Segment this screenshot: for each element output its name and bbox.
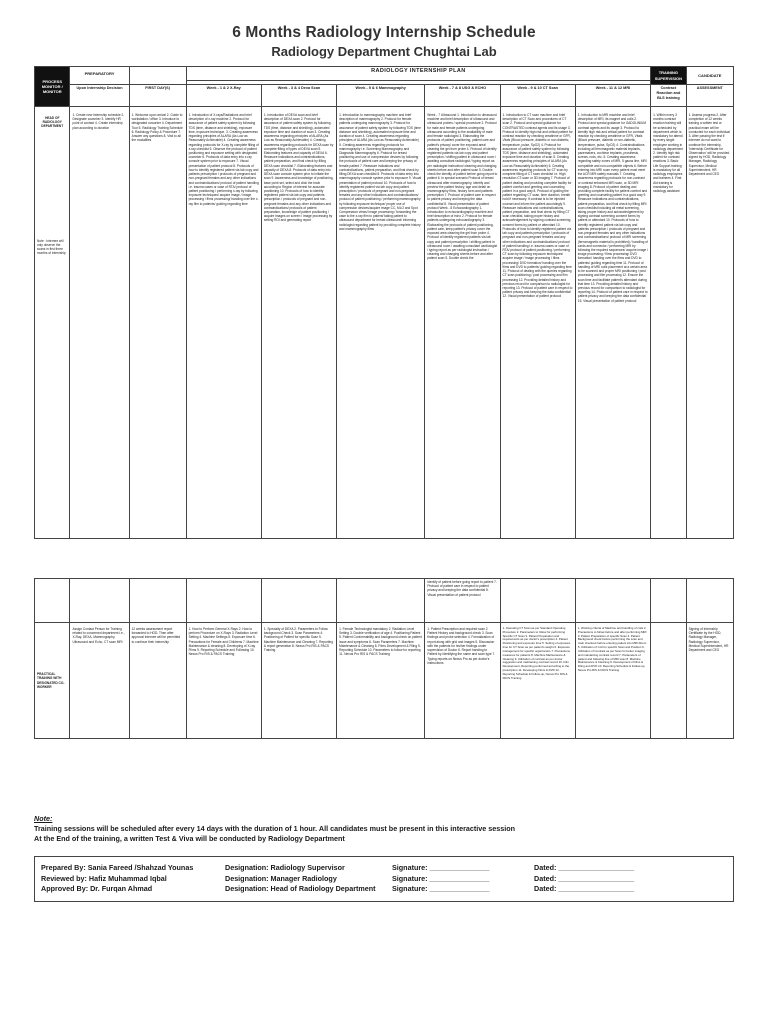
cell-practical-mri: 1. Working criteria of Machine and handling of coils 2. Precautions to follow before and after performing MRI 3. Patient Preparation of specific Scan 4. Patient Background check before performing the scan and main checkout before entering patient into MRI Room 5. Utilization of Coil for specific Scan and Position 6. Utilization of Contrast as per Scan for better imaging and maintaining contrast record 7. Parameters of patient and following line of MRI scan 8. Machine Maintenance & Cleaning 9. Development of films & Filing and DVD 10. Reporting Schedule & Follow-up, Nexus Pro RIS & PACS Training bbox=[575, 623, 650, 739]
cell-weeks-report: 12 weeks assessment report forwarded to HOD. Then after approval internee will be permitted to continue their internship bbox=[129, 623, 186, 739]
approved-signature[interactable]: Signature: _______________ bbox=[392, 884, 490, 893]
col-header-mri: Week - 11 & 12 MRI bbox=[575, 85, 650, 107]
signature-row-reviewed bbox=[41, 874, 727, 885]
reviewed-dated[interactable]: Dated: ___________________ bbox=[534, 873, 635, 883]
cell-decision: 1. Create new internship schedule 2. Designate coworker 3. Identify HR point of contact 4. Create internship plan according to duration bbox=[70, 107, 129, 539]
approved-designation: Designation: Head of Radiology Department bbox=[225, 884, 376, 893]
col-header-ct: Week - 9 & 10 CT Scan bbox=[500, 85, 575, 107]
col-header-dexa: Week - 3 & 4 Dexa Scan bbox=[261, 85, 336, 107]
cell-xray: 1. Introduction of X-rays/Radiations and brief description of x-ray machine 2. Protocol for assurance of patient safety system by following TDS (time, distance and shielding), exposure time, exposure technique. 3. Creating awareness regarding principles of ALARA (As Low as Reasonably Achievable) 4. Creating awareness regarding protocols for X-ray by complete filling of x-ray checklist 5. Observe the protocol of patient positioning and exposure setting with designated coworker 6. Protocols of data entry into x-ray console system prior to exposure 7. Visual presentation of patient protocol 8. Protocols of how to identify registered patient via lab copy and patients prescription / protocols of pregnant and non-pregnant females and any other indications and contraindications/ protocol of patient handling i.e. trauma cases or case of RTA/ protocol of patient positioning / performing x-ray by following exposure techniques/ acquire image / image processing / films processing/ handing over the x-ray film to patients/ guiding regarding time bbox=[186, 107, 261, 539]
signature-block bbox=[34, 856, 734, 902]
cell-contact-person: Assign Contact Person for Training related to concerned department i.e., X-Ray, DEXA, Mammography, Ultrasound and Echo, CT scan MRI bbox=[70, 623, 129, 739]
approved-dated[interactable]: Dated: ___________________ bbox=[534, 884, 635, 893]
note-label: Note: bbox=[34, 814, 53, 823]
cell-practical-xray: 1. How to Perform General X-Rays 2. How to perform Procedure on X-Rays 3. Radiation Level Setting 4. Machine Settings 5. Exposure time 6. Precautions for Female and Childrens 7. Machine Maintenance & cleaning 8. Developing of X-ray Films 9. Reporting Schedule and Following 10. Nexus Pro RIS & PACS Training bbox=[186, 623, 261, 739]
training-supervision-header: TRAINING SUPERVISION bbox=[651, 67, 686, 85]
plan-bar: RADIOLOGY INTERNSHIP PLAN bbox=[186, 67, 651, 81]
prepared-designation: Designation: Radiology Supervisor bbox=[225, 863, 345, 872]
observation-note: Note : Internee will only observe the scans in first three months of internship bbox=[37, 238, 66, 256]
cell-assessment: 1. Assess progress 2. After completion of 12 weeks training a written test or practical exam will be conducted for each individual 3. After passing the test if internee do not want to continue the internship, 'Internship Certificate for Observation' will be provided signed by HOD, Radiology Manager, Radiology Supervisor, Medical Superintendent, HR Department and CEO bbox=[686, 107, 733, 539]
candidate-header: CANDIDATE bbox=[686, 67, 733, 85]
row-label-practical-cell bbox=[35, 623, 70, 739]
reviewed-signature[interactable]: Signature: _______________ bbox=[392, 873, 490, 883]
col-header-assessment: ASSESSMENT bbox=[686, 85, 733, 107]
preparatory-header: PREPARATORY bbox=[70, 67, 129, 81]
cell-practical-assessment: Signing of Internship Certificate by the HOD, Radiology Manager, Radiology Supervisor, Medical Superintendent, HR Department and CEO bbox=[686, 623, 733, 739]
signature-row-approved bbox=[41, 884, 727, 895]
reviewed-by: Reviewed by: Hafiz Muhammad Iqbal bbox=[41, 873, 167, 883]
cell-first-day: 1. Welcome upon arrival 2. Guide to workstation / office 3. Introduce to designated coworker 4. Department Tour 5. Radiology Training Schedule 6. Radiology Policy & Procedure 7. Answer any questions 8. Visit to all the modalities bbox=[129, 107, 186, 539]
signature-row-prepared bbox=[41, 863, 727, 874]
col-header-decision: Upon Internship Decision bbox=[70, 85, 129, 107]
cell-practical-usg: 1. Patient Prescription and required scan 2. Patient History and background check 3. Scan findings and probe selection 4. Formalization of report along with grid and images 5. Discussion with the patients for his/her findings under supervision of Doctor 6. Report handing to Patient by identifying the name and scan type 7. Typing reports on Nexus Pro as per doctor's instructions bbox=[425, 623, 500, 739]
cell-mammography: 1. Introduction to mammography machine and brief description of mammography 2. Protocol for female patients undergoing mammography 3. Protocol for assurance of patient safety system by following TDS (time distance and shielding), automated exposure time and duration of scan 4. Creating awareness regarding principles of ALARA (As Low as Reasonably Achievable) 5. Creating awareness regarding protocols for mammography i.e. Screening Mammography and Diagnostic Mammography 6. Protocol for breast positioning and use of compression devices by following the protocols of patient care and keeping the privacy of female patient 7. Reassure indications and contraindications, patient preparation, and final check by filling DEXA scan checklist 8. Protocols of data entry into mammography console system prior to exposure 9. Visual presentation of patient protocol 10. Protocols of how to identify registered patient via lab copy and patient prescription / protocols of pregnant and non-pregnant females and any other indications and contraindications/ protocol of patient positioning / performing mammography by following exposure technique/ proper use of compression devices/acquire image CC, MLO and Spot Compression views/ image processing / forwarding the case to the x-ray film to patient/ taking patient to ultrasound department for breast ultrasound/ informing radiologist regarding patient by providing complete history and mammography films bbox=[337, 107, 425, 539]
cell-dexa: 1. Introduction of DEXA scan and brief description of DEXA scan 2. Protocol for assurance of patient safety system by following TDS (time, distance and shielding), automated exposure time and duration of scan 3. Creating awareness regarding principles of ALARA (As Low as Reasonably Achievable) 4. Creating awareness regarding protocols for DEXA scan by complete filling of types of DEXA scan 5. Elaborating features and capacity of DEXA 6. Reassure indications and contraindications, patient preparation, and final check by filling DEXA scan checklist 7. Elaborating features and capacity of DEXA 8. Protocols of data entry into DEXA scan console system prior to initiate the scan 9. Awareness and knowledge of positioning, base point set, select and click the knob according to Region of interest for accurate positioning 10. Protocols of how to identify registered patient via lab copy and patients prescription / protocols of pregnant and non-pregnant females and any other indications and contraindications/ protocols of patient preparation, knowledge of patient positioning / acquire images on screen / image processing by setting ROI and generating report bbox=[261, 107, 336, 539]
cell-usg-echo: Week - 7 Ultrasound 1. Introduction to ultrasound machine and brief description of ultrasound and ultrasound probes / special procedure 2. Protocol for male and female patients undergoing ultrasound according to the availability of male and female radiologist 3. Elaborating the protocols of patient positioning, patient care and patient's privacy/ cover the exposed area/ cleaning the gel from probe 4. Protocol of identify registered patients via lab copy and patient prescription / shifting patient in ultrasound room / awaiting consultant radiologist / typing report as per radiologist instruction/ cleaning and changing sheets before and after patient scan 5. Double check the identity of patient before going report to patient 6. In special scenario Protocol of breast ultrasound after mammography, identify and preview the patient history, age and detail on mammography films, history form and patients prescription 7. Protocol of patient care in respect to patient privacy and keeping the data confidential 8. Visual presentation of patient protocol Week - 8 Echocardiography 1. Introduction to echocardiography machine and brief description of echo 2. Protocol for female patients undergoing echocardiography 3. Elaborating the protocols of patient positioning, patient care, keep patient's privacy cover the exposed area cleaning the gel from probe 4. Protocol of identify registered patients via lab copy and patient prescription / shifting patient in ultrasound room / awaiting consultant cardiologist / typing report as per radiologist instruction / cleaning and changing sheets before and after patient scan 5. Double check the bbox=[425, 107, 500, 539]
cell-ct: 1. Introduction to CT scan machine and brief description of CT Scan and procedures of CT scan 2. Protocol and special guidance for CONTRASTED contrast agents and its usage 3. Protocol to identify high risk and critical patient for contrast reaction by checking creatinine or GFR, Vitals (Blood pressure, diabetic or non-diabetic, temperature, pulse, SpO2) 4. Protocol for assurance of patient safety system by following TDS (time, distance and shielding), automated exposure time and duration of scan 5. Creating awareness regarding principles of ALARA (As Low as Reasonably Achievable) 6. Creating awareness regarding protocols for CT scan by complete filling of CT scan checklist i.e. High resolution CT-scan or 3D imaging 7. Protocol of patient dealing and providing complete facility for patient comfort and greeting and counseling patient in a good way 8. Protocol of guiding the patient regarding CT scan, time duration, breath hold if necessary. If contrast is to be injected counsel and inform the patient accordingly 9. Reassure indications and contraindications, patient preparation, and final check by filling CT scan checklist, taking proper history and acknowledgement by signing contrast screening consent forms by patient or attendant 10. Protocols of how to identify registered patient via lab copy and patients prescription / protocols of pregnant and non-pregnant females and any other indications and contraindications/ protocol of patient handling i.e. trauma cases or case of RTA/ protocol of patient positioning / performing CT scan by following exposure techniques/ acquire image / image processing / films processing/ DVD formation/ handing over the films and DVD to patients/ guiding regarding time 11. Protocol of dealing with the queries regarding CT scan positioning / post processing and film processing 12. Providing detailed history and previous record for comparison to radiologist for reporting 13. Protocol of patient care in respect to patient privacy and keeping the data confidential 12. Visual presentation of patient protocol bbox=[500, 107, 575, 539]
cell-contrast-bls: 1. Within every 3 months contract reaction training will be scheduled by department which is mandatory for attend by every single employee working in radiology department 2. Identify high risk patient for contrast reactions 3. Basic Life Support training is mandatory for all radiology employees and trainees 4. First Aid training is mandatory for radiology assistant bbox=[651, 107, 686, 539]
note-line-2: At the End of the training, a written Test & Viva will be conducted by Radiology Department bbox=[34, 834, 345, 843]
reviewed-designation: Designation: Manager Radiology bbox=[225, 873, 337, 883]
schedule-table-continued bbox=[34, 578, 734, 739]
notes-section bbox=[34, 814, 734, 843]
document-subtitle: Radiology Department Chughtai Lab bbox=[271, 44, 497, 59]
row-label-head: HEAD OF RADIOLOGY DEPARTMENT bbox=[41, 116, 64, 129]
col-header-mammography: Week - 5 & 6 Mammography bbox=[337, 85, 425, 107]
col-header-first-day: FIRST DAY(S) bbox=[129, 85, 186, 107]
col-header-xray: Week - 1 & 2 X-Ray bbox=[186, 85, 261, 107]
cell-practical-dexa: 1. Specialty of DEXA 2. Parameters to Follow background Check 3. Scan Parameters 4. Positioning of Patient for specific Scan 5. Machine Maintenance and Cleaning 7. Reporting & report generation 8. Nexus Pro RIS & PACS Training bbox=[261, 623, 336, 739]
cell-mri: 1. Introduction to MRI machine and brief description of MRI, its magnet and coils 2. Protocol and special guidance for GADOLINIUM contrast agents and its usage 3. Protocol to identify high risk and critical patient for contrast reaction by checking creatinine or GFR, Vitals (Blood pressure, diabetic or non-diabetic, temperature, pulse, SpO2) 4. Contraindications including all ferromagnetic material implants, pacemakers, cochlear implants, prosthesis, screws, rods, etc. 5. Creating awareness regarding safety zones of MRI, 5 gauss line, MRI compatible and non-compatible objects 6. Before entering into MRI room every patient must meet the ACR MRI safety manuals 7. Creating awareness regarding protocols for non-contrast or contrast enhanced MRI scan, or 3D MRI imaging 8. Protocol of patient dealing and providing complete facility for patient comfort and greeting and counseling patient in a good way 9. Reassure indications and contraindications, patient preparation, and final check by filling MRI scan checklist including all metal screening, taking proper history and acknowledgement by signing contrast screening consent forms by patient or attendant 10. Protocols of how to identify registered patient via lab copy and patients prescription / protocols of pregnant and non-pregnant females and any other indications and contraindications/ protocol of MRI screening (ferromagnetic material is prohibited) / handling of cards and connector / performing MRI by following the required sequences/ acquire image / image processing / films processing/ DVD formation/ handing over the films and DVD to patients/ guiding regarding time 11. Protocol of handling of MRI coils placement at a certain area to be scanned and proper MRI positioning / post processing and film processing 12. Ensure the scan time and facilitate patient's attendant during that time 13. Providing detailed history and previous record for comparison to radiologist for reporting 14. Protocol of patient care in respect to patient privacy and keeping the data confidential 15. Visual presentation of patient protocol bbox=[575, 107, 650, 539]
col-header-contrast-bls: Contract Reaction and BLS training bbox=[651, 85, 686, 107]
cell-practical-mammography: 1. Female Technologist mandatory 2. Radiation Level Setting 3. Double verification of age 4. Positioning Patient 5. Patient Conformability and background check on patient issue and symptoms 6. Scan Parameters 7. Machine Maintenance & Cleaning 8. Films Development & Filing 9. Reporting Schedule 10. Parameters to follow for reporting 11. Nexus Pro RIS & PACS Training bbox=[337, 623, 425, 739]
process-monitor-header: PROCESS MONITOR / MONITOR bbox=[35, 67, 70, 107]
cell-practical-bls bbox=[651, 623, 686, 739]
cell-usg-echo-continued: identify of patient before going report to patient 7. Protocol of patient care in respect to patient privacy and keeping the data confidential 8. Visual presentation of patient protocol bbox=[425, 579, 500, 623]
prepared-dated[interactable]: Dated: ___________________ bbox=[534, 863, 635, 872]
prepared-signature[interactable]: Signature: _______________ bbox=[392, 863, 490, 872]
document-title: 6 Months Radiology Internship Schedule bbox=[232, 24, 536, 41]
approved-by: Approved By: Dr. Furqan Ahmad bbox=[41, 884, 153, 893]
row-label-cell bbox=[35, 107, 70, 539]
cell-practical-ct: 1. Operating CT Scan as per Standard Operating Procedure 2. Parameters to follow for performing Specific CT Scan 3. Patient Preparation and requirements as per doctor's prescription 4. Patient Positioning and exposure time 5. Setting of exposure time for CT Scan as per patient's weight 6. Exposure management for specific organ/scans 7. Precautions measures for patients 8. Machine Maintenance & Cleaning 9. Utilization of contrast as per doctor suggestion and maintaining contrast record 10. Film Development, Reporting performed according to the prescription 11. Developing Films & DVD 12. Reporting Schedule & Follow-up, Nexus Pro RIS & PACS Training bbox=[500, 623, 575, 739]
prepared-by: Prepared By: Sania Fareed /Shahzad Younas bbox=[41, 863, 194, 872]
schedule-table bbox=[34, 66, 734, 539]
row-label-practical: PRACTICAL TRAINING WITH DESIGNATED CO-WORKER bbox=[37, 672, 65, 689]
col-header-usg-echo: Week - 7 & 8 USG & ECHO bbox=[425, 85, 500, 107]
note-line-1: Training sessions will be scheduled after every 14 days with the duration of 1 hour. All candidates must be present in this interactive session bbox=[34, 824, 516, 833]
